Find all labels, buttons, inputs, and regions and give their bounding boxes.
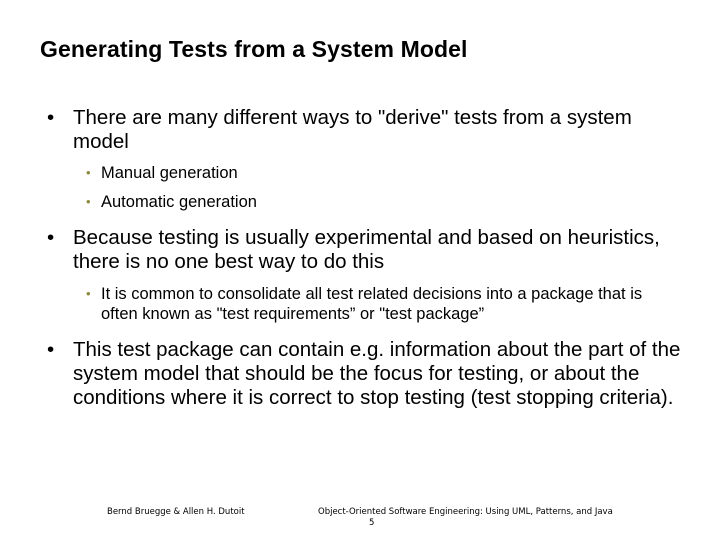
bullet-text: There are many different ways to "derive" tests from a system model (73, 106, 632, 153)
sub-bullet-item (76, 284, 661, 324)
bullet-text: Because testing is usually experimental and based on heuristics, there is no one best way to do this (73, 226, 660, 273)
page-number: 5 (369, 518, 375, 528)
bullet-list (47, 106, 687, 410)
bullet-text: This test package can contain e.g. information about the part of the system model that should be the focus for testing, or about the conditions where it is correct to stop testing (test stopping criteria). (73, 338, 681, 409)
sub-bullet-dot-icon: • (86, 165, 91, 180)
bullet-item (47, 106, 687, 154)
sub-bullet-item (76, 192, 661, 212)
bullet-item (47, 338, 687, 410)
sub-bullet-text: Manual generation (101, 164, 238, 182)
sub-bullet-item (76, 163, 661, 183)
sub-bullet-dot-icon: • (86, 286, 91, 301)
bullet-dot-icon: • (47, 106, 55, 129)
sub-bullet-text: It is common to consolidate all test related decisions into a package that is often known as "test requirements” or "test package” (101, 285, 643, 323)
slide-title: Generating Tests from a System Model (40, 36, 468, 62)
sub-bullet-dot-icon: • (86, 194, 91, 209)
sub-bullet-text: Automatic generation (101, 193, 257, 211)
bullet-dot-icon: • (47, 338, 55, 361)
bullet-item (47, 226, 687, 274)
bullet-dot-icon: • (47, 226, 55, 249)
footer-authors: Bernd Bruegge & Allen H. Dutoit (107, 507, 245, 517)
footer-book-title: Object-Oriented Software Engineering: Using UML, Patterns, and Java (318, 507, 613, 517)
